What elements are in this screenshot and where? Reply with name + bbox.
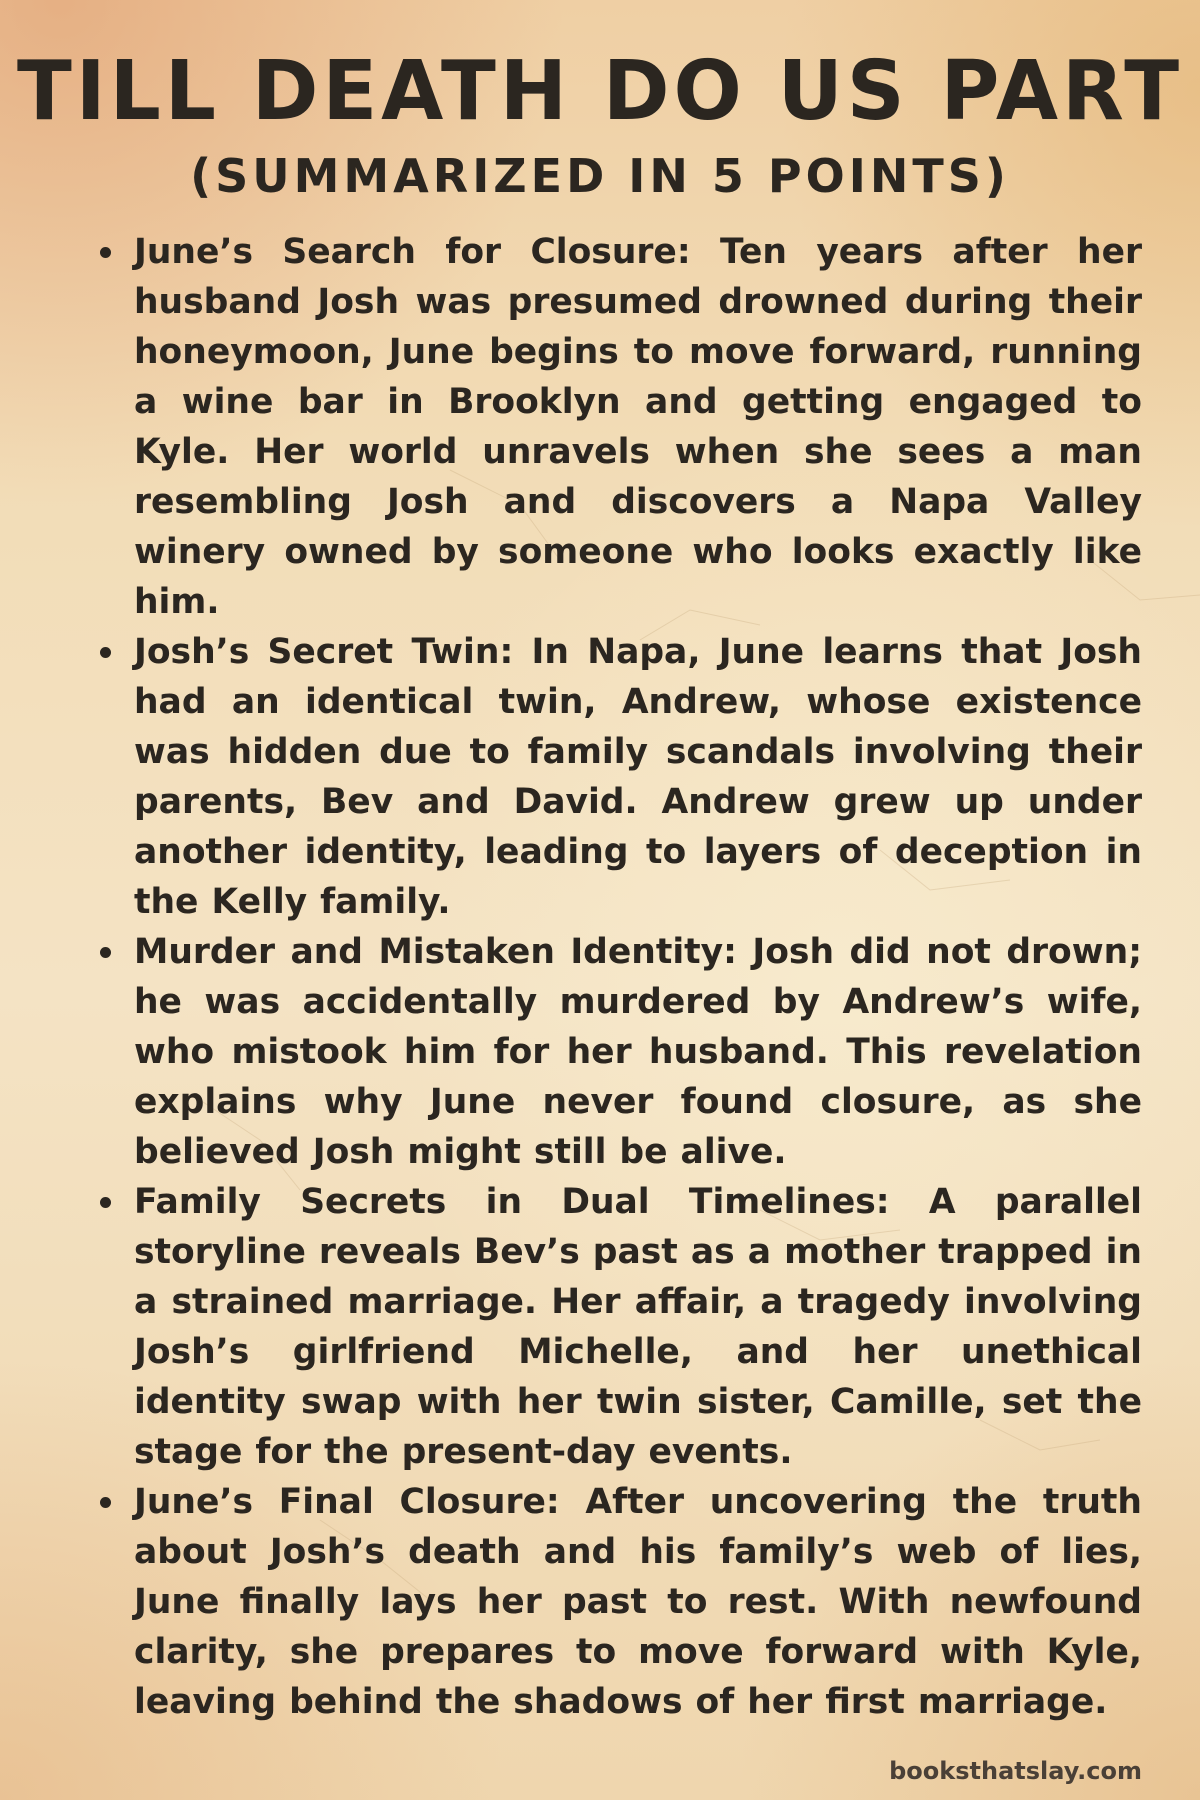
summary-point [92, 227, 1142, 627]
bullet-icon [100, 1497, 111, 1508]
summary-point-text: Murder and Mistaken Identity: Josh did not drown; he was accidentally murdered by Andrew’s wife, who mistook him for her husband. This revelation explains why June never found closure, as she believed Josh might still be alive. [134, 932, 1142, 1172]
summary-point-text: Josh’s Secret Twin: In Napa, June learns that Josh had an identical twin, Andrew, whose existence was hidden due to family scandals involving their parents, Bev and David. Andrew grew up under another identity, leading to layers of deception in the Kelly family. [134, 632, 1142, 922]
source-credit: booksthatslay.com [889, 1757, 1142, 1785]
summary-point-text: June’s Search for Closure: Ten years after her husband Josh was presumed drowned during their honeymoon, June begins to move forward, running a wine bar in Brooklyn and getting engaged to Kyle. Her world unravels when she sees a man resembling Josh and discovers a Napa Valley winery owned by someone who looks exactly like him. [134, 232, 1142, 622]
page-subtitle: (SUMMARIZED IN 5 POINTS) [190, 149, 1010, 203]
summary-point [92, 1477, 1142, 1727]
summary-point [92, 1177, 1142, 1477]
page-title: TILL DEATH DO US PART [17, 44, 1183, 139]
summary-point-text: Family Secrets in Dual Timelines: A parallel storyline reveals Bev’s past as a mother trapped in a strained marriage. Her affair, a tragedy involving Josh’s girlfriend Michelle, and her unethical identity swap with her twin sister, Camille, set the stage for the present-day events. [134, 1182, 1142, 1472]
summary-point [92, 927, 1142, 1177]
bullet-icon [100, 647, 111, 658]
summary-point [92, 627, 1142, 927]
summary-point-text: June’s Final Closure: After uncovering the truth about Josh’s death and his family’s web of lies, June finally lays her past to rest. With newfound clarity, she prepares to move forward with Kyle, leaving behind the shadows of her first marriage. [134, 1482, 1142, 1722]
bullet-icon [100, 247, 111, 258]
bullet-icon [100, 947, 111, 958]
bullet-icon [100, 1197, 111, 1208]
summary-points-list [92, 227, 1142, 1727]
